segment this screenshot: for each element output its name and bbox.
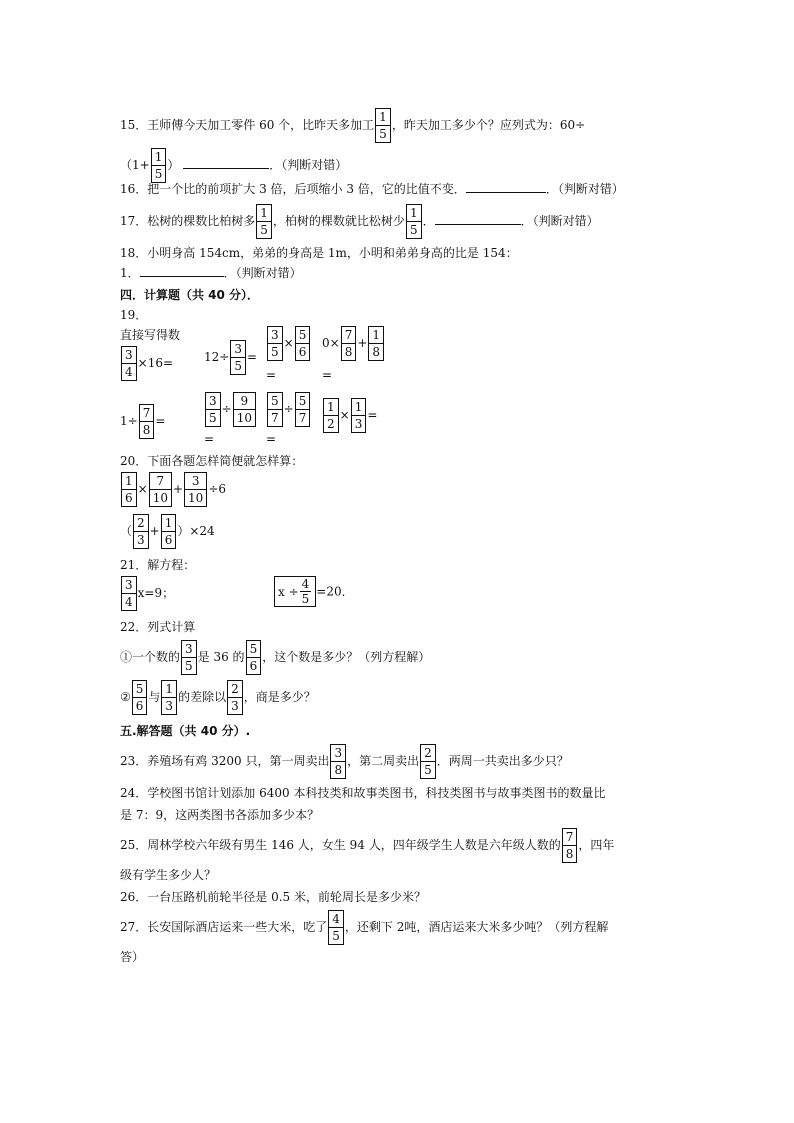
- fraction: $\frac{1}{5}$: [375, 108, 391, 143]
- fraction: $\frac{3}{5}$: [267, 326, 283, 361]
- question-20: 20．下面各题怎样简便就怎样算：: [120, 454, 304, 468]
- fraction: $\frac{1}{3}$: [161, 680, 177, 715]
- question-16: 16．把一个比的前项扩大 3 倍，后项缩小 3 倍，它的比值不变． ．（判断对错）: [120, 182, 624, 196]
- fraction: $\frac{4}{5}$: [328, 910, 344, 945]
- q19-title: 直接写得数: [120, 328, 181, 342]
- answer-blank[interactable]: [183, 156, 269, 169]
- fraction: $\frac{5}{6}$: [132, 680, 148, 715]
- fraction: $\frac{2}{3}$: [227, 680, 243, 715]
- calc-item: $\frac{5}{7}$ ÷ $\frac{5}{7}$: [266, 392, 311, 427]
- fraction: $\frac{4}{5}$: [301, 577, 310, 606]
- section-4-heading: 四．计算题（共 40 分）．: [120, 288, 260, 302]
- equals-sign: =: [204, 432, 215, 446]
- fraction: $\frac{3}{4}$: [121, 576, 137, 611]
- question-15: 15．王师傅今天加工零件 60 个，比昨天多加工 $\frac{1}{5}$ ，昨天加工多少个？应列式为：60÷: [120, 110, 586, 141]
- question-24-line2: 是 7：9，这两类图书各添加多少本？: [120, 808, 320, 822]
- fraction: $\frac{1}{8}$: [368, 326, 384, 361]
- fraction: $\frac{1}{5}$: [256, 204, 272, 239]
- fraction: $\frac{1}{5}$: [406, 204, 422, 239]
- answer-blank[interactable]: [466, 180, 546, 193]
- question-15-line2: （1+ $\frac{1}{5}$ ） ．（判断对错）: [120, 150, 348, 181]
- question-22: 22．列式计算: [120, 620, 196, 634]
- section-5-heading: 五.解答题（共 40 分）.: [120, 724, 251, 738]
- fraction: $\frac{7}{10}$: [149, 472, 172, 507]
- question-17: 17．松树的棵数比柏树多 $\frac{1}{5}$ ，柏树的棵数就比松树少 $\frac{1}{5}$ ． ．（判断对错）: [120, 206, 599, 237]
- boxed-expression: x ÷ $\frac{4}{5}$: [274, 576, 316, 607]
- fraction: $\frac{3}{5}$: [181, 640, 197, 675]
- calc-item: $\frac{3}{4}$ ×16=: [120, 346, 173, 381]
- fraction: $\frac{3}{4}$: [121, 346, 137, 381]
- question-24: 24．学校图书馆计划添加 6400 本科技类和故事类图书，科技类图书与故事类图书的数量比: [120, 786, 606, 800]
- fraction: $\frac{9}{10}$: [233, 392, 256, 427]
- fraction: $\frac{1}{6}$: [161, 514, 177, 549]
- q19-number: 19．: [120, 308, 148, 322]
- question-27-line2: 答）: [120, 950, 145, 964]
- fraction: $\frac{3}{8}$: [330, 744, 346, 779]
- calc-item: 0× $\frac{7}{8}$ + $\frac{1}{8}$: [322, 326, 385, 361]
- fraction: $\frac{2}{3}$: [133, 514, 149, 549]
- fraction: $\frac{5}{7}$: [267, 392, 283, 427]
- calc-item: $\frac{3}{5}$ ÷ $\frac{9}{10}$: [204, 392, 257, 427]
- question-18-line2: 1． ．（判断对错）: [120, 266, 302, 280]
- question-23: 23．养殖场有鸡 3200 只，第一周卖出 $\frac{3}{8}$ ，第二周卖出 $\frac{2}{5}$ ．两周一共卖出多少只？: [120, 746, 569, 777]
- fraction: $\frac{5}{6}$: [295, 326, 311, 361]
- calc-item: $\frac{1}{6}$ × $\frac{7}{10}$ + $\frac{3}{10}$ ÷6: [120, 472, 226, 507]
- fraction: $\frac{7}{8}$: [562, 828, 578, 863]
- fraction: $\frac{5}{7}$: [295, 392, 311, 427]
- question-26: 26．一台压路机前轮半径是 0.5 米，前轮周长是多少米？: [120, 890, 426, 904]
- calc-item: 12÷ $\frac{3}{5}$ =: [204, 342, 258, 373]
- equals-sign: =: [266, 432, 277, 446]
- fraction: $\frac{3}{10}$: [184, 472, 207, 507]
- equation: $\frac{3}{4}$ x=9；: [120, 576, 174, 611]
- answer-blank[interactable]: [435, 212, 521, 225]
- fraction: $\frac{2}{5}$: [420, 744, 436, 779]
- equals-sign: =: [266, 368, 277, 382]
- word-problem-2: ② $\frac{5}{6}$ 与 $\frac{1}{3}$ 的差除以 $\frac{2}{3}$ ，商是多少？: [120, 682, 316, 713]
- calc-item: $\frac{3}{5}$ × $\frac{5}{6}$: [266, 326, 311, 361]
- equation: x ÷ $\frac{4}{5}$ =20．: [274, 576, 354, 607]
- calc-item: （ $\frac{2}{3}$ + $\frac{1}{6}$ ）×24: [120, 516, 215, 547]
- fraction: $\frac{3}{5}$: [230, 340, 246, 375]
- fraction: $\frac{3}{5}$: [205, 392, 221, 427]
- word-problem-1: ①一个数的 $\frac{3}{5}$ 是 36 的 $\frac{5}{6}$ ，这个数是多少？（列方程解）: [120, 642, 431, 673]
- fraction: $\frac{7}{8}$: [139, 404, 155, 439]
- question-21: 21．解方程：: [120, 558, 196, 572]
- question-25-line2: 级有学生多少人？: [120, 868, 217, 882]
- question-27: 27．长安国际酒店运来一些大米，吃了 $\frac{4}{5}$ ，还剩下 2吨，酒店运来大米多少吨？（列方程解: [120, 912, 609, 943]
- calc-item: $\frac{1}{2}$ × $\frac{1}{3}$ =: [322, 398, 377, 433]
- equals-sign: =: [322, 368, 333, 382]
- q15-text: 15．王师傅今天加工零件 60 个，比昨天多加工: [120, 118, 375, 132]
- fraction: $\frac{1}{2}$: [323, 398, 339, 433]
- fraction: $\frac{7}{8}$: [341, 326, 357, 361]
- question-25: 25．周林学校六年级有男生 146 人，女生 94 人，四年级学生人数是六年级人数的 $\frac{7}{8}$ ，四年: [120, 830, 615, 861]
- fraction: $\frac{1}{6}$: [121, 472, 137, 507]
- fraction: $\frac{5}{6}$: [246, 640, 262, 675]
- fraction: $\frac{1}{3}$: [351, 398, 367, 433]
- answer-blank[interactable]: [140, 264, 224, 277]
- fraction: $\frac{1}{5}$: [151, 148, 167, 183]
- question-18: 18．小明身高 154cm，弟弟的身高是 1m，小明和弟弟身高的比是 154：: [120, 246, 518, 260]
- calc-item: 1÷ $\frac{7}{8}$ =: [120, 406, 166, 437]
